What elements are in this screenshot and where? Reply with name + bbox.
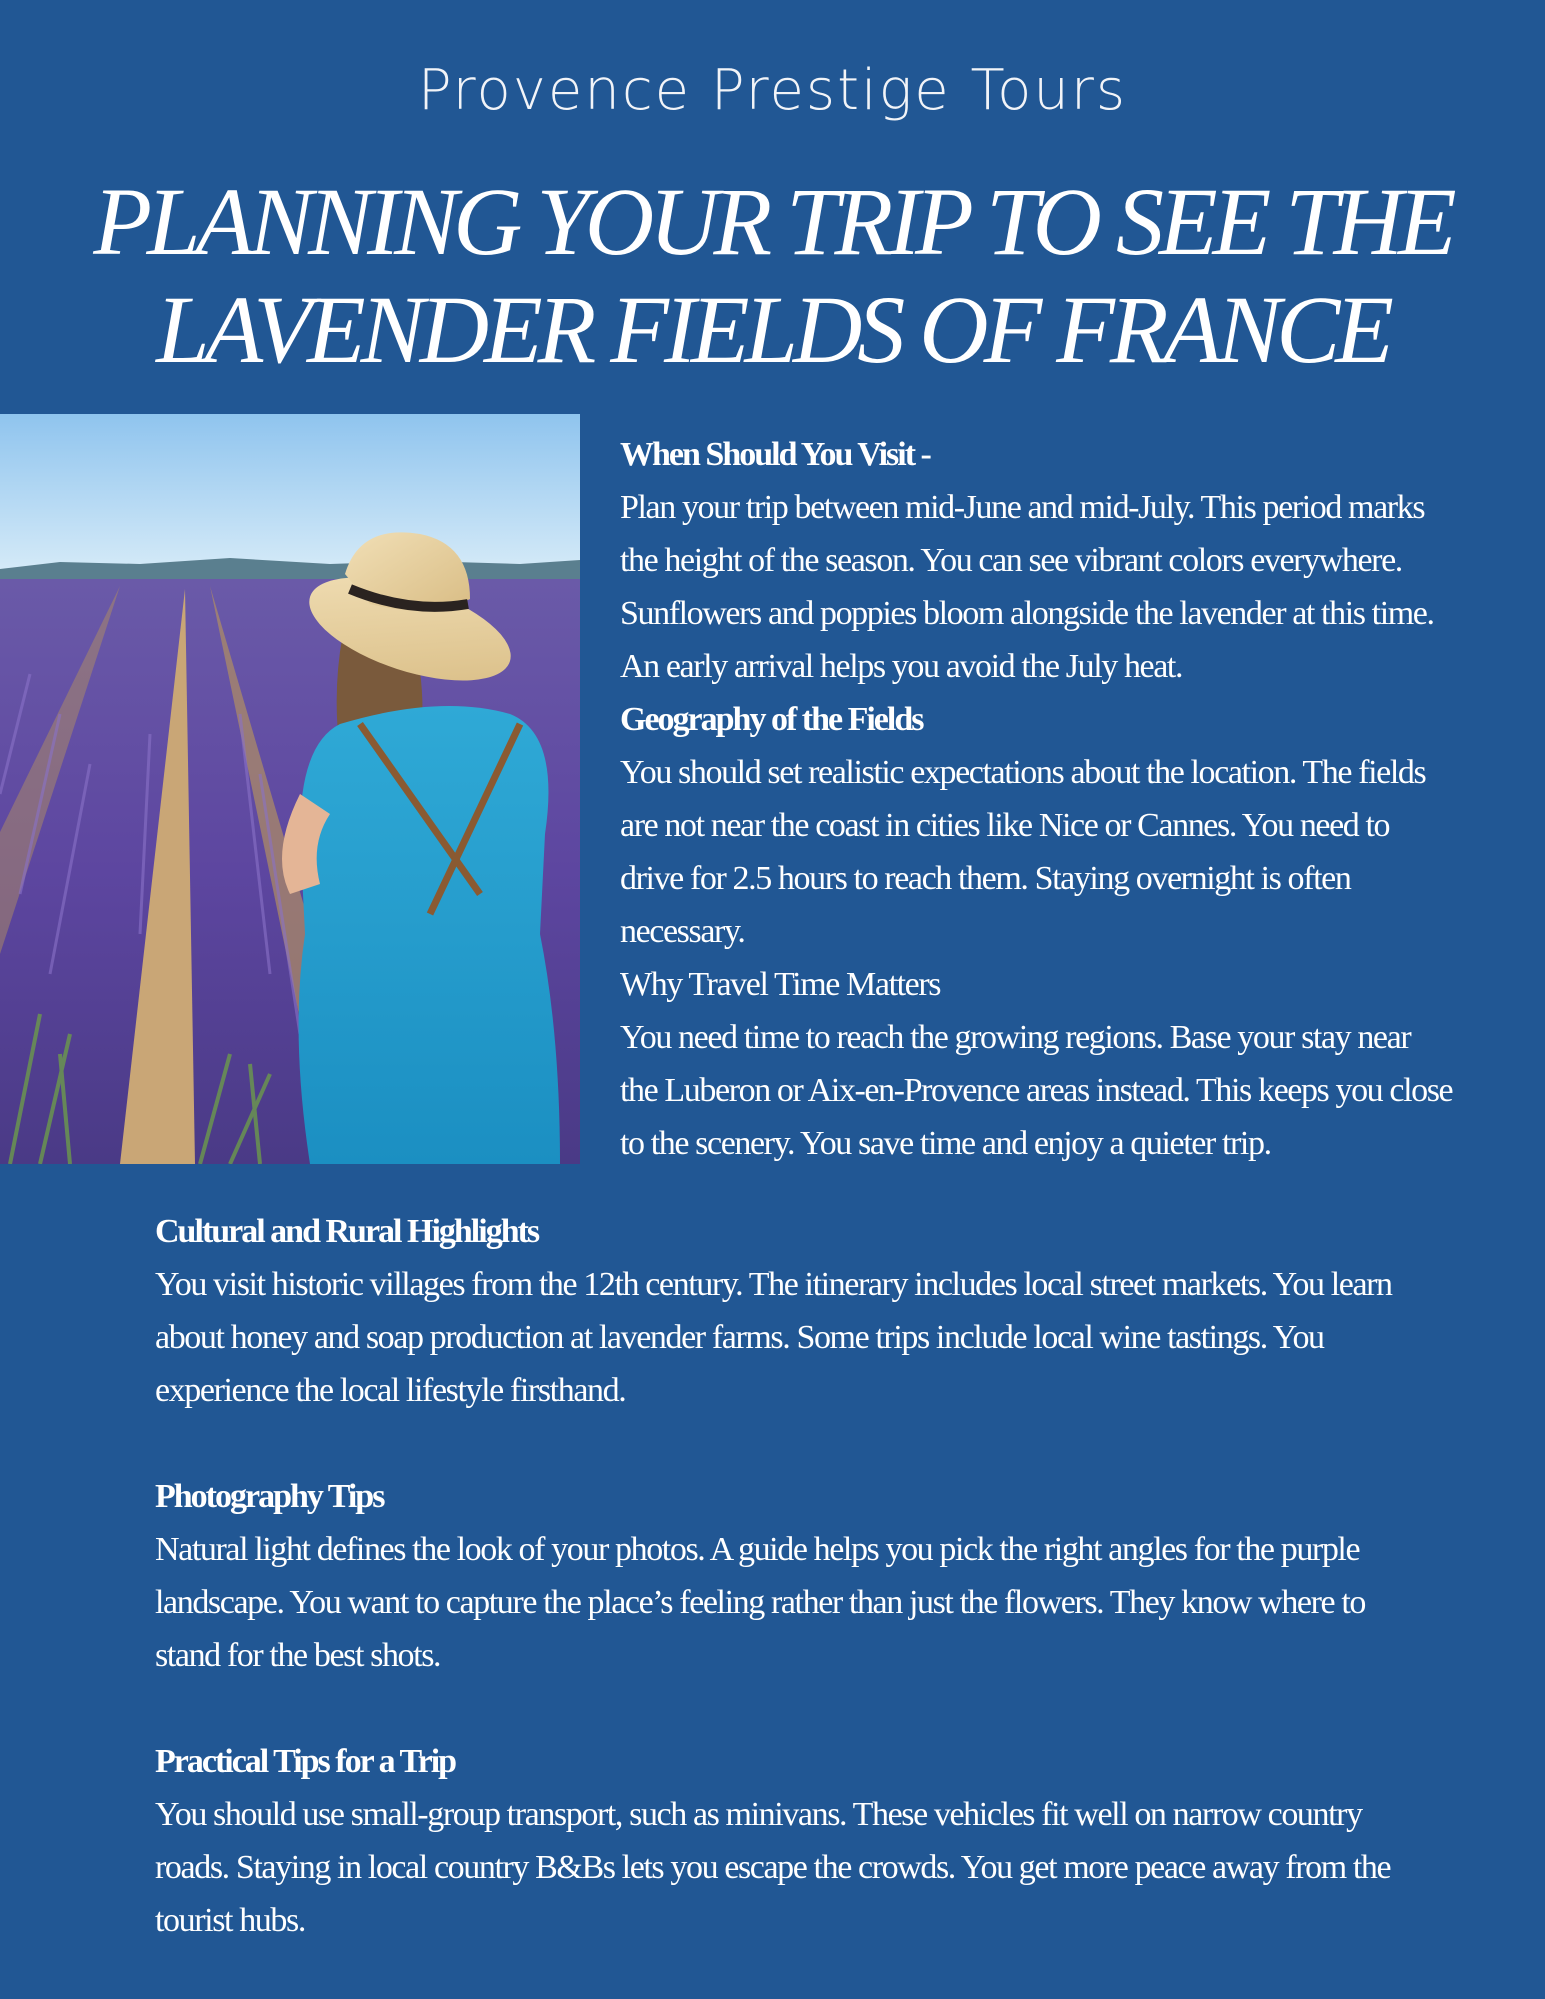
paragraph-line: to the scenery. You save time and enjoy a quieter trip. <box>620 1125 1271 1162</box>
right-column-text <box>620 428 1525 1170</box>
section-heading-when: When Should You Visit - <box>620 436 930 473</box>
paragraph-line: necessary. <box>620 913 745 950</box>
paragraph-line: landscape. You want to capture the place’s feeling rather than just the flowers. They know where to <box>155 1584 1365 1621</box>
paragraph-line: are not near the coast in cities like Nice or Cannes. You need to <box>620 807 1390 844</box>
paragraph-line: You should set realistic expectations about the location. The fields <box>620 754 1426 791</box>
page-title-line-1: PLANNING YOUR TRIP TO SEE THE <box>93 168 1452 275</box>
section-cultural <box>155 1205 1445 1417</box>
paragraph-line: drive for 2.5 hours to reach them. Staying overnight is often <box>620 860 1351 897</box>
paragraph-line: tourist hubs. <box>155 1902 305 1939</box>
section-practical <box>155 1735 1445 1947</box>
paragraph-line: roads. Staying in local country B&Bs lets you escape the crowds. You get more peace away from the <box>155 1849 1391 1886</box>
paragraph-line: You need time to reach the growing regions. Base your stay near <box>620 1019 1411 1056</box>
page-title-line-2: LAVENDER FIELDS OF FRANCE <box>156 276 1389 383</box>
section-heading-photography: Photography Tips <box>155 1478 384 1515</box>
section-heading-cultural: Cultural and Rural Highlights <box>155 1213 539 1250</box>
section-heading-travel: Why Travel Time Matters <box>620 966 941 1003</box>
hero-photo-lavender-field <box>0 414 580 1164</box>
page-title <box>40 168 1505 384</box>
paragraph-line: about honey and soap production at lavender farms. Some trips include local wine tastings. You <box>155 1319 1324 1356</box>
paragraph-line: Sunflowers and poppies bloom alongside the lavender at this time. <box>620 595 1434 632</box>
paragraph-line: You should use small-group transport, such as minivans. These vehicles fit well on narrow country <box>155 1796 1362 1833</box>
paragraph-line: Natural light defines the look of your photos. A guide helps you pick the right angles for the purple <box>155 1531 1360 1568</box>
paragraph-line: the height of the season. You can see vibrant colors everywhere. <box>620 542 1402 579</box>
paragraph-line: the Luberon or Aix-en-Provence areas instead. This keeps you close <box>620 1072 1453 1109</box>
section-photography <box>155 1470 1445 1682</box>
section-heading-practical: Practical Tips for a Trip <box>155 1743 456 1780</box>
paragraph-line: Plan your trip between mid-June and mid-July. This period marks <box>620 489 1425 526</box>
paragraph-line: An early arrival helps you avoid the July heat. <box>620 648 1183 685</box>
paragraph-line: stand for the best shots. <box>155 1637 441 1674</box>
paragraph-line: You visit historic villages from the 12th century. The itinerary includes local street markets. You learn <box>155 1266 1392 1303</box>
brand-logo-text: Provence Prestige Tours <box>417 58 1128 123</box>
section-heading-geography: Geography of the Fields <box>620 701 923 738</box>
paragraph-line: experience the local lifestyle firsthand. <box>155 1372 626 1409</box>
hero-photo-illustration <box>0 414 580 1164</box>
